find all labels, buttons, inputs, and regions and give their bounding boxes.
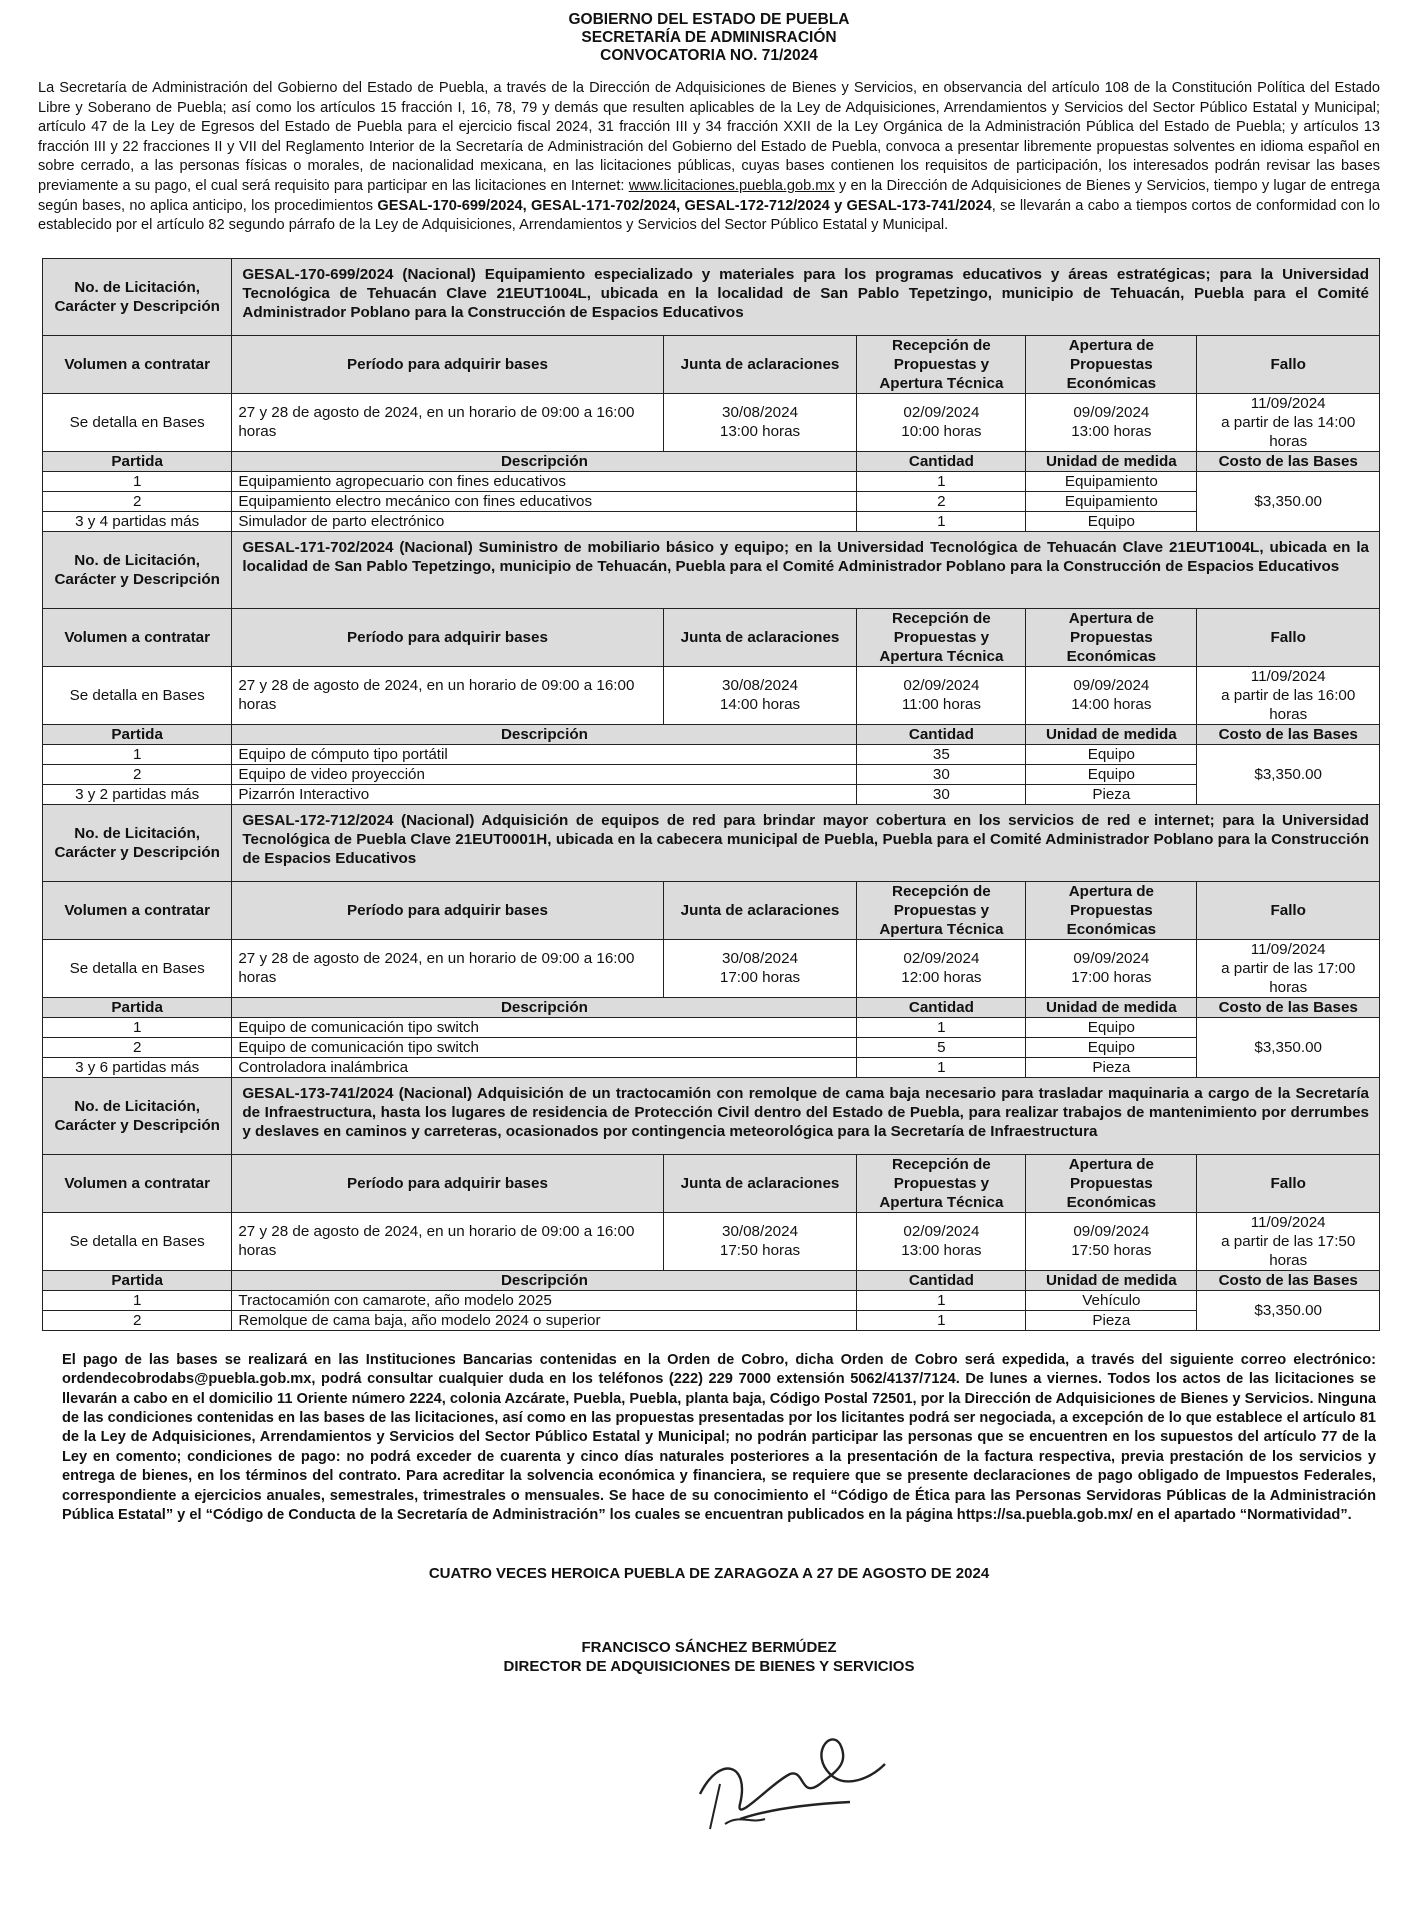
- junta-fecha: 30/08/2024: [722, 950, 799, 968]
- licitaciones-link[interactable]: www.licitaciones.puebla.gob.mx: [628, 177, 835, 194]
- licitacion-header-row: [43, 531, 1380, 608]
- fallo-value: [1197, 666, 1380, 724]
- volumen-value: Se detalla en Bases: [43, 666, 232, 724]
- junta-label: Junta de aclaraciones: [663, 608, 857, 666]
- periodo-value: 27 y 28 de agosto de 2024, en un horario de 09:00 a 16:00 horas: [232, 393, 663, 451]
- costo-label: Costo de las Bases: [1197, 724, 1380, 744]
- intro-paragraph: [38, 79, 1380, 236]
- header-government: GOBIERNO DEL ESTADO DE PUEBLA: [568, 11, 850, 28]
- no-licitacion-label: No. de Licitación, Carácter y Descripción: [43, 531, 232, 608]
- intro-part1: La Secretaría de Administración del Gobierno del Estado de Puebla, a través de la Dirección de Adquisiciones de Bienes y Servicios, en observancia del artículo 108 de la Constitución Política del Estado Libre y Soberano de Puebla; así como los artículos 15 fracción I, 16, 78, 79 y demás que resulten aplicables de la Ley de Adquisiciones, Arrendamientos y Servicios del Sector Público Estatal y Municipal; artículo 47 de la Ley de Egresos del Estado de Puebla para el ejercicio fiscal 2024, 31 fracción III y 34 fracción XXII de la Ley Orgánica de la Administración Pública del Estado de Puebla; y artículos 13 fracción III y 22 fracciones II y VII del Reglamento Interior de la Secretaría de Administración del Gobierno del Estado de Puebla, convoca a presentar libremente propuestas solventes en idioma español en sobre cerrado, a las personas físicas o morales, de nacionalidad mexicana, en las licitaciones públicas, cuyas bases contienen los requisitos de participación, los interesados podrán revisar las bases previamente a su pago, el cual será requisito para participar en las licitaciones en Internet:: [38, 80, 1380, 194]
- partida-cantidad: 1: [857, 1290, 1026, 1310]
- descripcion-label: Descripción: [232, 1270, 857, 1290]
- junta-value: [663, 939, 857, 997]
- header-secretaria: SECRETARÍA DE ADMINISRACIÓN: [581, 29, 837, 46]
- junta-hora: 17:50 horas: [719, 1242, 801, 1260]
- fallo-fecha: 11/09/2024: [1250, 940, 1326, 958]
- partida-label: Partida: [43, 724, 232, 744]
- fallo-label: Fallo: [1197, 335, 1380, 393]
- partida-cantidad: 1: [857, 471, 1026, 491]
- recepcion-value: [857, 1212, 1026, 1270]
- partida-cantidad: 1: [857, 1017, 1026, 1037]
- costo-bases-value: $3,350.00: [1197, 1017, 1380, 1077]
- volumen-value: Se detalla en Bases: [43, 1212, 232, 1270]
- partida-number: 2: [43, 764, 232, 784]
- intro-part2: y en la Dirección de Adquisiciones de Bienes y Servicios, tiempo y lugar de entrega según bases, no aplica anticipo, los procedimientos: [38, 177, 1380, 214]
- apertura-fecha: 09/09/2024: [1073, 677, 1150, 695]
- periodo-value: 27 y 28 de agosto de 2024, en un horario de 09:00 a 16:00 horas: [232, 1212, 663, 1270]
- partida-number: 2: [43, 1310, 232, 1330]
- partida-description: Remolque de cama baja, año modelo 2024 o superior: [232, 1310, 857, 1330]
- recepcion-label: Recepción de Propuestas y Apertura Técnica: [857, 881, 1026, 939]
- fallo-label: Fallo: [1197, 1154, 1380, 1212]
- fallo-value: [1197, 393, 1380, 451]
- recepcion-fecha: 02/09/2024: [903, 677, 980, 695]
- apertura-hora: 14:00 horas: [1071, 696, 1152, 714]
- fallo-fecha: 11/09/2024: [1250, 667, 1326, 685]
- partida-row: [43, 1310, 1380, 1330]
- apertura-label: Apertura de Propuestas Económicas: [1026, 608, 1197, 666]
- partida-row: [43, 471, 1380, 491]
- apertura-value: [1026, 939, 1197, 997]
- partida-row: [43, 1057, 1380, 1077]
- partida-description: Controladora inalámbrica: [232, 1057, 857, 1077]
- junta-fecha: 30/08/2024: [722, 1223, 799, 1241]
- partida-unidad: Equipo: [1026, 1037, 1197, 1057]
- schedule-values-row: [43, 666, 1380, 724]
- cantidad-label: Cantidad: [857, 451, 1026, 471]
- partidas-header-row: [43, 451, 1380, 471]
- partida-number: 1: [43, 1290, 232, 1310]
- recepcion-hora: 12:00 horas: [901, 969, 982, 987]
- fallo-hora: a partir de las 16:00 horas: [1221, 686, 1356, 723]
- partida-unidad: Vehículo: [1026, 1290, 1197, 1310]
- partida-cantidad: 1: [857, 1057, 1026, 1077]
- recepcion-hora: 11:00 horas: [901, 696, 981, 714]
- partida-number: 1: [43, 471, 232, 491]
- partida-row: [43, 764, 1380, 784]
- apertura-label: Apertura de Propuestas Económicas: [1026, 881, 1197, 939]
- partidas-header-row: [43, 997, 1380, 1017]
- partida-unidad: Equipo: [1026, 511, 1197, 531]
- partida-description: Equipo de cómputo tipo portátil: [232, 744, 857, 764]
- apertura-hora: 13:00 horas: [1071, 423, 1152, 441]
- fallo-fecha: 11/09/2024: [1250, 1213, 1326, 1231]
- recepcion-value: [857, 939, 1026, 997]
- volumen-value: Se detalla en Bases: [43, 393, 232, 451]
- partida-unidad: Equipo: [1026, 1017, 1197, 1037]
- recepcion-label: Recepción de Propuestas y Apertura Técnica: [857, 608, 1026, 666]
- apertura-label: Apertura de Propuestas Económicas: [1026, 335, 1197, 393]
- cantidad-label: Cantidad: [857, 997, 1026, 1017]
- fallo-hora: a partir de las 17:50 horas: [1221, 1232, 1356, 1269]
- licitacion-description: GESAL-171-702/2024 (Nacional) Suministro de mobiliario básico y equipo; en la Universidad Tecnológica de Tehuacán Clave 21EUT1004L, ubicada en la localidad de San Pablo Tepetzingo, municipio de Tehuacán, Puebla para el Comité Administrador Poblano para la Construcción de Espacios Educativos: [232, 531, 1380, 608]
- recepcion-hora: 10:00 horas: [901, 423, 982, 441]
- partidas-header-row: [43, 724, 1380, 744]
- partida-description: Simulador de parto electrónico: [232, 511, 857, 531]
- partidas-header-row: [43, 1270, 1380, 1290]
- partida-description: Equipo de video proyección: [232, 764, 857, 784]
- apertura-label: Apertura de Propuestas Económicas: [1026, 1154, 1197, 1212]
- partida-description: Tractocamión con camarote, año modelo 2025: [232, 1290, 857, 1310]
- fallo-fecha: 11/09/2024: [1250, 394, 1326, 412]
- partida-unidad: Equipo: [1026, 744, 1197, 764]
- partida-number: 2: [43, 491, 232, 511]
- partida-unidad: Equipamiento: [1026, 491, 1197, 511]
- apertura-value: [1026, 393, 1197, 451]
- recepcion-value: [857, 666, 1026, 724]
- fallo-hora: a partir de las 14:00 horas: [1221, 413, 1356, 450]
- licitacion-description: GESAL-172-712/2024 (Nacional) Adquisición de equipos de red para brindar mayor cobertura en los servicios de red e internet; para la Universidad Tecnológica de Puebla Clave 21EUT0001H, ubicada en la cabecera municipal de Puebla, Puebla para el Comité Administrador Poblano para la Construcción de Espacios Educativos: [232, 804, 1380, 881]
- junta-label: Junta de aclaraciones: [663, 335, 857, 393]
- apertura-value: [1026, 666, 1197, 724]
- city-date: CUATRO VECES HEROICA PUEBLA DE ZARAGOZA A 27 DE AGOSTO DE 2024: [428, 1565, 990, 1583]
- fallo-value: [1197, 1212, 1380, 1270]
- periodo-value: 27 y 28 de agosto de 2024, en un horario de 09:00 a 16:00 horas: [232, 666, 663, 724]
- intro-part3: , se llevarán a cabo a tiempos cortos de conformidad con lo establecido por el artículo 82 segundo párrafo de la Ley de Adquisiciones, Arrendamientos y Servicios del Sector Público Estatal y Municipal.: [38, 197, 1380, 234]
- header-convocatoria: CONVOCATORIA NO. 71/2024: [600, 47, 818, 64]
- partida-description: Equipamiento agropecuario con fines educativos: [232, 471, 857, 491]
- licitacion-description: GESAL-170-699/2024 (Nacional) Equipamiento especializado y materiales para los programas educativos y áreas estratégicas; para la Universidad Tecnológica de Tehuacán Clave 21EUT1004L, ubicada en la localidad de San Pablo Tepetzingo, municipio de Tehuacán, Puebla para el Comité Administrador Poblano para la Construcción de Espacios Educativos: [232, 258, 1380, 335]
- descripcion-label: Descripción: [232, 451, 857, 471]
- partida-cantidad: 1: [857, 511, 1026, 531]
- partida-cantidad: 35: [857, 744, 1026, 764]
- costo-bases-value: $3,350.00: [1197, 744, 1380, 804]
- signer-name: FRANCISCO SÁNCHEZ BERMÚDEZ: [581, 1639, 837, 1657]
- partida-row: [43, 491, 1380, 511]
- junta-value: [663, 393, 857, 451]
- partida-number: 1: [43, 744, 232, 764]
- junta-hora: 13:00 horas: [719, 423, 801, 441]
- licitacion-header-row: [43, 258, 1380, 335]
- descripcion-label: Descripción: [232, 997, 857, 1017]
- apertura-fecha: 09/09/2024: [1073, 1223, 1150, 1241]
- signature-scribble: [680, 1724, 900, 1844]
- intro-procedures: GESAL-170-699/2024, GESAL-171-702/2024, GESAL-172-712/2024 y GESAL-173-741/2024: [377, 197, 992, 214]
- recepcion-hora: 13:00 horas: [901, 1242, 982, 1260]
- partida-cantidad: 5: [857, 1037, 1026, 1057]
- fallo-label: Fallo: [1197, 881, 1380, 939]
- junta-hora: 17:00 horas: [719, 969, 801, 987]
- partida-row: [43, 744, 1380, 764]
- costo-label: Costo de las Bases: [1197, 1270, 1380, 1290]
- partida-unidad: Equipo: [1026, 764, 1197, 784]
- recepcion-value: [857, 393, 1026, 451]
- document-header: [0, 0, 1418, 65]
- licitacion-header-row: [43, 1077, 1380, 1154]
- costo-label: Costo de las Bases: [1197, 451, 1380, 471]
- costo-bases-value: $3,350.00: [1197, 471, 1380, 531]
- junta-hora: 14:00 horas: [719, 696, 801, 714]
- licitacion-description: GESAL-173-741/2024 (Nacional) Adquisición de un tractocamión con remolque de cama baja necesario para trasladar maquinaria a cargo de la Secretaría de Infraestructura, hasta los lugares de residencia de Protección Civil dentro del Estado de Puebla, para realizar trabajos de mantenimiento por derrumbes y deslaves en caminos y carreteras, ocasionados por contingencia meteorológica para la Secretaría de Infraestructura: [232, 1077, 1380, 1154]
- no-licitacion-label: No. de Licitación, Carácter y Descripción: [43, 1077, 232, 1154]
- partida-cantidad: 30: [857, 764, 1026, 784]
- apertura-fecha: 09/09/2024: [1073, 950, 1150, 968]
- partida-number: 2: [43, 1037, 232, 1057]
- periodo-label: Período para adquirir bases: [232, 608, 663, 666]
- unidad-label: Unidad de medida: [1026, 724, 1197, 744]
- schedule-header-row: [43, 881, 1380, 939]
- volumen-label: Volumen a contratar: [43, 1154, 232, 1212]
- unidad-label: Unidad de medida: [1026, 997, 1197, 1017]
- periodo-label: Período para adquirir bases: [232, 881, 663, 939]
- no-licitacion-label: No. de Licitación, Carácter y Descripción: [43, 258, 232, 335]
- apertura-fecha: 09/09/2024: [1073, 404, 1150, 422]
- cantidad-label: Cantidad: [857, 724, 1026, 744]
- recepcion-label: Recepción de Propuestas y Apertura Técnica: [857, 335, 1026, 393]
- schedule-header-row: [43, 335, 1380, 393]
- volumen-value: Se detalla en Bases: [43, 939, 232, 997]
- junta-value: [663, 1212, 857, 1270]
- costo-label: Costo de las Bases: [1197, 997, 1380, 1017]
- fallo-hora: a partir de las 17:00 horas: [1221, 959, 1356, 996]
- periodo-value: 27 y 28 de agosto de 2024, en un horario de 09:00 a 16:00 horas: [232, 939, 663, 997]
- partida-unidad: Pieza: [1026, 1310, 1197, 1330]
- descripcion-label: Descripción: [232, 724, 857, 744]
- partida-row: [43, 511, 1380, 531]
- volumen-label: Volumen a contratar: [43, 335, 232, 393]
- partida-cantidad: 1: [857, 1310, 1026, 1330]
- partida-description: Equipo de comunicación tipo switch: [232, 1037, 857, 1057]
- partida-number: 3 y 2 partidas más: [43, 784, 232, 804]
- signature-block: [0, 1638, 1418, 1676]
- partida-number: 3 y 6 partidas más: [43, 1057, 232, 1077]
- schedule-values-row: [43, 393, 1380, 451]
- fallo-label: Fallo: [1197, 608, 1380, 666]
- partida-label: Partida: [43, 1270, 232, 1290]
- partida-label: Partida: [43, 451, 232, 471]
- partida-row: [43, 1037, 1380, 1057]
- partida-row: [43, 1017, 1380, 1037]
- recepcion-fecha: 02/09/2024: [903, 404, 980, 422]
- recepcion-fecha: 02/09/2024: [903, 950, 980, 968]
- partida-unidad: Pieza: [1026, 784, 1197, 804]
- schedule-values-row: [43, 939, 1380, 997]
- partida-number: 1: [43, 1017, 232, 1037]
- licitaciones-table: [42, 258, 1380, 1331]
- volumen-label: Volumen a contratar: [43, 608, 232, 666]
- partida-unidad: Equipamiento: [1026, 471, 1197, 491]
- recepcion-fecha: 02/09/2024: [903, 1223, 980, 1241]
- junta-fecha: 30/08/2024: [722, 404, 799, 422]
- apertura-hora: 17:00 horas: [1071, 969, 1152, 987]
- junta-fecha: 30/08/2024: [722, 677, 799, 695]
- partida-description: Equipo de comunicación tipo switch: [232, 1017, 857, 1037]
- junta-label: Junta de aclaraciones: [663, 1154, 857, 1212]
- partida-row: [43, 784, 1380, 804]
- apertura-hora: 17:50 horas: [1071, 1242, 1152, 1260]
- partida-unidad: Pieza: [1026, 1057, 1197, 1077]
- costo-bases-value: $3,350.00: [1197, 1290, 1380, 1330]
- apertura-value: [1026, 1212, 1197, 1270]
- periodo-label: Período para adquirir bases: [232, 1154, 663, 1212]
- signer-title: DIRECTOR DE ADQUISICIONES DE BIENES Y SERVICIOS: [503, 1658, 915, 1676]
- schedule-values-row: [43, 1212, 1380, 1270]
- partida-description: Equipamiento electro mecánico con fines educativos: [232, 491, 857, 511]
- recepcion-label: Recepción de Propuestas y Apertura Técnica: [857, 1154, 1026, 1212]
- unidad-label: Unidad de medida: [1026, 451, 1197, 471]
- no-licitacion-label: No. de Licitación, Carácter y Descripción: [43, 804, 232, 881]
- partida-cantidad: 2: [857, 491, 1026, 511]
- licitacion-header-row: [43, 804, 1380, 881]
- cantidad-label: Cantidad: [857, 1270, 1026, 1290]
- junta-value: [663, 666, 857, 724]
- partida-number: 3 y 4 partidas más: [43, 511, 232, 531]
- unidad-label: Unidad de medida: [1026, 1270, 1197, 1290]
- periodo-label: Período para adquirir bases: [232, 335, 663, 393]
- partida-cantidad: 30: [857, 784, 1026, 804]
- schedule-header-row: [43, 608, 1380, 666]
- junta-label: Junta de aclaraciones: [663, 881, 857, 939]
- partida-description: Pizarrón Interactivo: [232, 784, 857, 804]
- fallo-value: [1197, 939, 1380, 997]
- partida-row: [43, 1290, 1380, 1310]
- partida-label: Partida: [43, 997, 232, 1017]
- volumen-label: Volumen a contratar: [43, 881, 232, 939]
- schedule-header-row: [43, 1154, 1380, 1212]
- footer-paragraph: El pago de las bases se realizará en las Instituciones Bancarias contenidas en la Orden de Cobro, dicha Orden de Cobro será expedida, a través del siguiente correo electrónico: ordendecobrodabs@puebla.gob.mx, podrá consultar cualquier duda en los teléfonos (222) 229 7000 extensión 5062/4137/7124. De lunes a viernes. Todos los actos de las licitaciones se llevarán a cabo en el domicilio 11 Oriente número 2224, colonia Azcárate, Puebla, Puebla, planta baja, Código Postal 72501, por la Dirección de Adquisiciones de Bienes y Servicios. Ninguna de las condiciones contenidas en las bases de las licitaciones, así como en las propuestas presentadas por los licitantes podrá ser negociada, a excepción de lo que establece el artículo 81 de la Ley de Adquisiciones, Arrendamientos y Servicios del Sector Público Estatal y Municipal; no podrán participar las personas que se encuentren en los supuestos del artículo 77 de la Ley en comento; condiciones de pago: no podrá exceder de cuarenta y cinco días naturales posteriores a la presentación de la factura respectiva, previa prestación de los servicios y entrega de bienes, en los términos del contrato. Para acreditar la solvencia económica y financiera, se requiere que se presente declaraciones de pago obligado de Impuestos Federales, correspondiente a ejercicios anuales, semestrales, trimestrales o mensuales. Se hace de su conocimiento el “Código de Ética para las Personas Servidoras Públicas de la Administración Pública Estatal” y el “Código de Conducta de la Secretaría de Administración” los cuales se encuentran publicados en la página https://sa.puebla.gob.mx/ en el apartado “Normatividad”.: [62, 1351, 1376, 1523]
